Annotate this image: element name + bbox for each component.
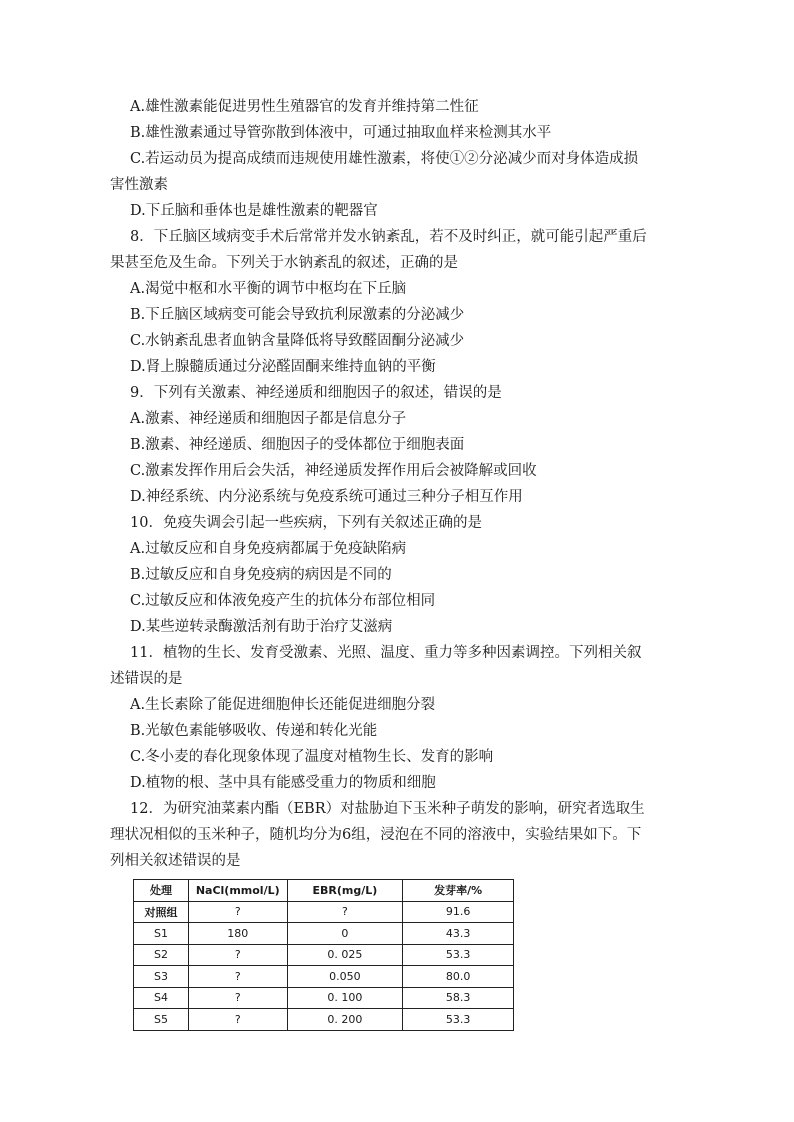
q12-stem-line2: 理状况相似的玉米种子，随机均分为6组，浸泡在不同的溶液中，实验结果如下。下 bbox=[110, 827, 642, 843]
q9-option-d: D.神经系统、内分泌系统与免疫系统可通过三种分子相互作用 bbox=[130, 489, 523, 505]
header-treatment: 处理 bbox=[134, 880, 189, 902]
q12-stem-line3: 列相关叙述错误的是 bbox=[110, 853, 241, 869]
q11-option-c: C.冬小麦的春化现象体现了温度对植物生长、发育的影响 bbox=[130, 749, 494, 765]
q7-option-c-line1: C.若运动员为提高成绩而违规使用雄性激素，将使①②分泌减少而对身体造成损 bbox=[130, 151, 639, 167]
q8-option-c: C.水钠紊乱患者血钠含量降低将导致醛固酮分泌减少 bbox=[130, 333, 465, 349]
q12-stem-line1: 12．为研究油菜素内酯（EBR）对盐胁迫下玉米种子萌发的影响，研究者选取生 bbox=[130, 801, 645, 817]
results-table bbox=[133, 879, 514, 1031]
q9-option-b: B.激素、神经递质、细胞因子的受体都位于细胞表面 bbox=[130, 437, 465, 453]
table-row bbox=[134, 944, 514, 966]
q9-stem: 9．下列有关激素、神经递质和细胞因子的叙述，错误的是 bbox=[130, 385, 502, 401]
cell-rate: 43.3 bbox=[403, 923, 514, 945]
header-germination-rate: 发芽率/% bbox=[403, 880, 514, 902]
cell-nacl: ? bbox=[188, 1009, 287, 1031]
cell-nacl: ? bbox=[188, 987, 287, 1009]
cell-rate: 91.6 bbox=[403, 901, 514, 923]
cell-ebr: ? bbox=[287, 901, 403, 923]
q10-option-d: D.某些逆转录酶激活剂有助于治疗艾滋病 bbox=[130, 619, 393, 635]
q7-option-b: B.雄性激素通过导管弥散到体液中，可通过抽取血样来检测其水平 bbox=[130, 125, 552, 141]
cell-treatment: S1 bbox=[134, 923, 189, 945]
cell-nacl: ? bbox=[188, 966, 287, 988]
cell-ebr: 0. 100 bbox=[287, 987, 403, 1009]
cell-nacl: ? bbox=[188, 901, 287, 923]
q8-option-d: D.肾上腺髓质通过分泌醛固酮来维持血钠的平衡 bbox=[130, 359, 436, 375]
q7-option-d: D.下丘脑和垂体也是雄性激素的靶器官 bbox=[130, 203, 378, 219]
table-row bbox=[134, 987, 514, 1009]
cell-rate: 53.3 bbox=[403, 1009, 514, 1031]
q11-option-a: A.生长素除了能促进细胞伸长还能促进细胞分裂 bbox=[130, 697, 436, 713]
cell-rate: 58.3 bbox=[403, 987, 514, 1009]
q10-option-a: A.过敏反应和自身免疫病都属于免疫缺陷病 bbox=[130, 541, 407, 557]
cell-nacl: 180 bbox=[188, 923, 287, 945]
cell-rate: 53.3 bbox=[403, 944, 514, 966]
header-nacl: NaCl(mmol/L) bbox=[188, 880, 287, 902]
cell-nacl: ? bbox=[188, 944, 287, 966]
cell-ebr: 0. 200 bbox=[287, 1009, 403, 1031]
cell-treatment: S4 bbox=[134, 987, 189, 1009]
q8-option-b: B.下丘脑区域病变可能会导致抗利尿激素的分泌减少 bbox=[130, 307, 465, 323]
cell-ebr: 0. 025 bbox=[287, 944, 403, 966]
header-ebr: EBR(mg/L) bbox=[287, 880, 403, 902]
cell-treatment: S2 bbox=[134, 944, 189, 966]
q8-stem-line1: 8．下丘脑区域病变手术后常常并发水钠紊乱，若不及时纠正，就可能引起严重后 bbox=[130, 229, 647, 245]
table-row bbox=[134, 966, 514, 988]
q11-option-d: D.植物的根、茎中具有能感受重力的物质和细胞 bbox=[130, 775, 436, 791]
cell-treatment: 对照组 bbox=[134, 901, 189, 923]
q10-option-b: B.过敏反应和自身免疫病的病因是不同的 bbox=[130, 567, 392, 583]
table-header-row bbox=[134, 880, 514, 902]
q8-stem-line2: 果甚至危及生命。下列关于水钠紊乱的叙述，正确的是 bbox=[110, 255, 458, 271]
cell-ebr: 0.050 bbox=[287, 966, 403, 988]
q7-option-a: A.雄性激素能促进男性生殖器官的发育并维持第二性征 bbox=[130, 99, 479, 115]
cell-treatment: S5 bbox=[134, 1009, 189, 1031]
q11-stem-line1: 11．植物的生长、发育受激素、光照、温度、重力等多种因素调控。下列相关叙 bbox=[130, 645, 642, 661]
q9-option-c: C.激素发挥作用后会失活，神经递质发挥作用后会被降解或回收 bbox=[130, 463, 537, 479]
q10-option-c: C.过敏反应和体液免疫产生的抗体分布部位相同 bbox=[130, 593, 436, 609]
q11-option-b: B.光敏色素能够吸收、传递和转化光能 bbox=[130, 723, 378, 739]
cell-rate: 80.0 bbox=[403, 966, 514, 988]
cell-treatment: S3 bbox=[134, 966, 189, 988]
table-row bbox=[134, 901, 514, 923]
table-row bbox=[134, 1009, 514, 1031]
q10-stem: 10．免疫失调会引起一些疾病，下列有关叙述正确的是 bbox=[130, 515, 482, 531]
q7-option-c-line2: 害性激素 bbox=[110, 177, 168, 193]
cell-ebr: 0 bbox=[287, 923, 403, 945]
q11-stem-line2: 述错误的是 bbox=[110, 671, 183, 687]
table-row bbox=[134, 923, 514, 945]
q8-option-a: A.渴觉中枢和水平衡的调节中枢均在下丘脑 bbox=[130, 281, 407, 297]
q9-option-a: A.激素、神经递质和细胞因子都是信息分子 bbox=[130, 411, 407, 427]
